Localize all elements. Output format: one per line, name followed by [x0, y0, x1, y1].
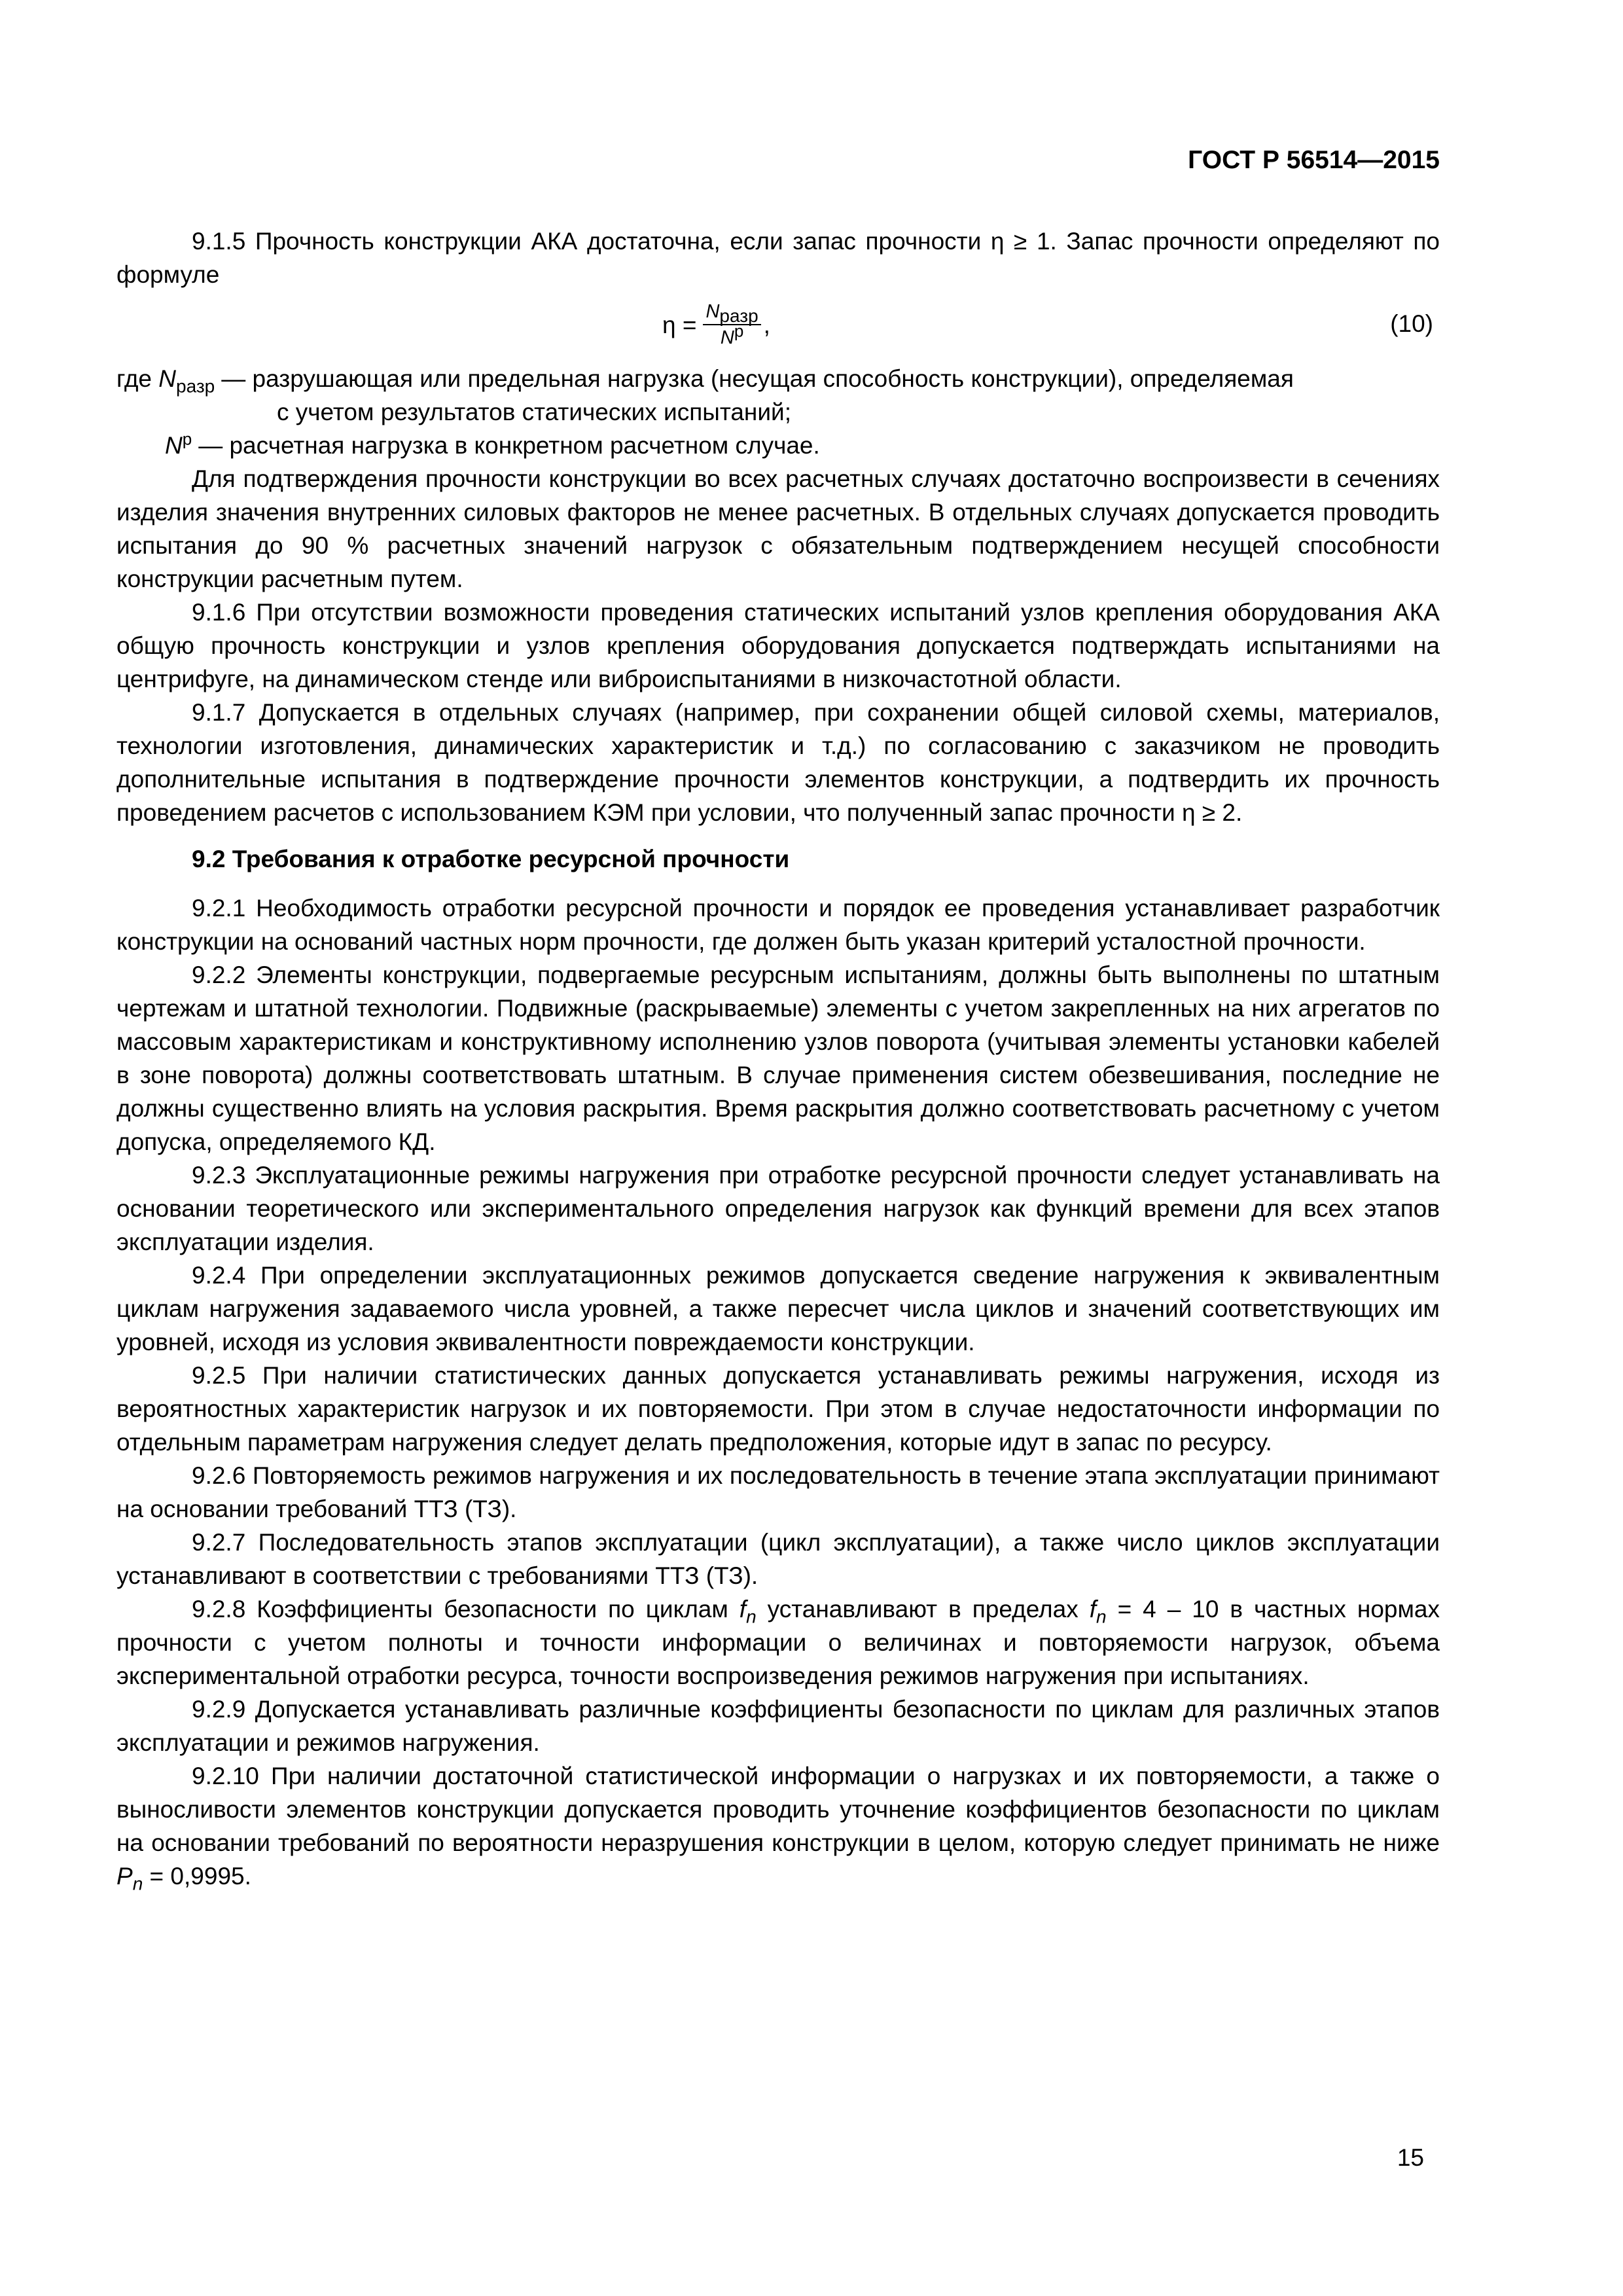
page-number: 15 [1397, 2144, 1424, 2171]
paragraph-9-2-5: 9.2.5 При наличии статистических данных допускается устанавливать режимы нагружения, исходя из вероятностных характеристик нагрузок и их повторяемости. При этом в случае недостаточности информации по отдельным параметрам нагружения следует делать предположения, которые идут в запас по ресурсу. [116, 1362, 1440, 1456]
formula-expression [662, 300, 770, 349]
definition-term: $N^р$ [165, 429, 192, 459]
document-page [116, 0, 1440, 2296]
formula-denominator: $N^р$ [720, 321, 744, 348]
definition-term: где $N_{разр}$ [116, 365, 215, 397]
paragraph-9-1-6: 9.1.6 При отсутствии возможности проведения статических испытаний узлов крепления оборудования АКА общую прочность конструкции и узлов крепления оборудования допускается подтверждать испытаниями на центрифуге, на динамическом стенде или виброиспытаниями в низкочастотной области. [116, 599, 1440, 692]
paragraph-9-2-3: 9.2.3 Эксплуатационные режимы нагружения при отработке ресурсной прочности следует устанавливать на основании теоретического или экспериментального определения нагрузок как функций времени для всех этапов эксплуатации изделия. [116, 1162, 1440, 1255]
formula-10 [116, 293, 1440, 358]
definition-desc: — расчетная нагрузка в конкретном расчетном случае. [198, 432, 820, 459]
section-heading-9-2: 9.2 Требования к отработке ресурсной прочности [192, 846, 790, 872]
paragraph-9-2-2: 9.2.2 Элементы конструкции, подвергаемые ресурсным испытаниям, должны быть выполнены по штатным чертежам и штатной технологии. Подвижные (раскрываемые) элементы с учетом закрепленных на них агрегатов по массовым характеристикам и конструктивному исполнению узлов поворота (учитывая элементы установки кабелей в зоне поворота) должны соответствовать штатным. В случае применения систем обезвешивания, последние не должны существенно влиять на условия раскрытия. Время раскрытия должно соответствовать расчетному с учетом допуска, определяемого КД. [116, 961, 1440, 1155]
definition-desc: — разрушающая или предельная нагрузка (несущая способность конструкции), определяемая [221, 365, 1294, 392]
paragraph-9-1-5: 9.1.5 Прочность конструкции АКА достаточна, если запас прочности η ≥ 1. Запас прочности определяют по формуле [116, 228, 1440, 288]
paragraph-9-2-9: 9.2.9 Допускается устанавливать различные коэффициенты безопасности по циклам для различных этапов эксплуатации и режимов нагружения. [116, 1696, 1440, 1756]
paragraph-9-2-7: 9.2.7 Последовательность этапов эксплуатации (цикл эксплуатации), а также число циклов эксплуатации устанавливают в соответствии с требованиями ТТЗ (ТЗ). [116, 1529, 1440, 1589]
formula-lhs: η = [662, 311, 697, 338]
definition-n-p [116, 429, 1440, 462]
paragraph-9-2-1: 9.2.1 Необходимость отработки ресурсной прочности и порядок ее проведения устанавливает разработчик конструкции на оснований частных норм прочности, где должен быть указан критерий усталостной прочности. [116, 895, 1440, 955]
formula-definitions [116, 362, 1440, 462]
document-id-header: ГОСТ Р 56514—2015 [1188, 146, 1440, 174]
paragraph-9-2-4: 9.2.4 При определении эксплуатационных режимов допускается сведение нагружения к эквивалентным циклам нагружения задаваемого числа уровней, а также пересчет числа циклов и значений соответствующих им уровней, исходя из условия эквивалентности повреждаемости конструкции. [116, 1262, 1440, 1355]
paragraph-9-2-10: 9.2.10 При наличии достаточной статистической информации о нагрузках и их повторяемости, а также о выносливости элементов конструкции допускается проводить уточнение коэффициентов безопасности по циклам на основании требований по вероятности неразрушения конструкции в целом, которую следует принимать не ниже $P_n = 0,9995$. [116, 1763, 1440, 1894]
paragraph-9-1-5-cont: Для подтверждения прочности конструкции во всех расчетных случаях достаточно воспроизвести в сечениях изделия значения внутренних силовых факторов не менее расчетных. В отдельных случаях допускается проводить испытания до 90 % расчетных значений нагрузок с обязательным подтверждением несущей способности конструкции расчетным путем. [116, 465, 1440, 592]
definition-continuation: с учетом результатов статических испытаний; [277, 399, 791, 425]
formula-fraction [703, 300, 760, 349]
formula-number: (10) [1390, 310, 1433, 337]
definition-n-razr [116, 362, 1440, 395]
formula-tail: , [763, 311, 770, 338]
paragraph-9-2-6: 9.2.6 Повторяемость режимов нагружения и их последовательность в течение этапа эксплуатации принимают на основании требований ТТЗ (ТЗ). [116, 1462, 1440, 1522]
paragraph-9-2-8: 9.2.8 Коэффициенты безопасности по циклам $f_n$ устанавливают в пределах $f_n = 4 - 10$ в частных нормах прочности с учетом полноты и точности информации о величинах и повторяемости нагрузок, объема экспериментальной отработки ресурса, точности воспроизведения режимов нагружения при испытаниях. [116, 1596, 1440, 1689]
paragraph-9-1-7: 9.1.7 Допускается в отдельных случаях (например, при сохранении общей силовой схемы, материалов, технологии изготовления, динамических характеристик и т.д.) по согласованию с заказчиком не проводить дополнительные испытания в подтверждение прочности элементов конструкции, а подтвердить их прочность проведением расчетов с использованием КЭМ при условии, что полученный запас прочности η ≥ 2. [116, 699, 1440, 826]
formula-numerator: $N_{разр}$ [703, 300, 760, 325]
page-content [116, 224, 1440, 1893]
